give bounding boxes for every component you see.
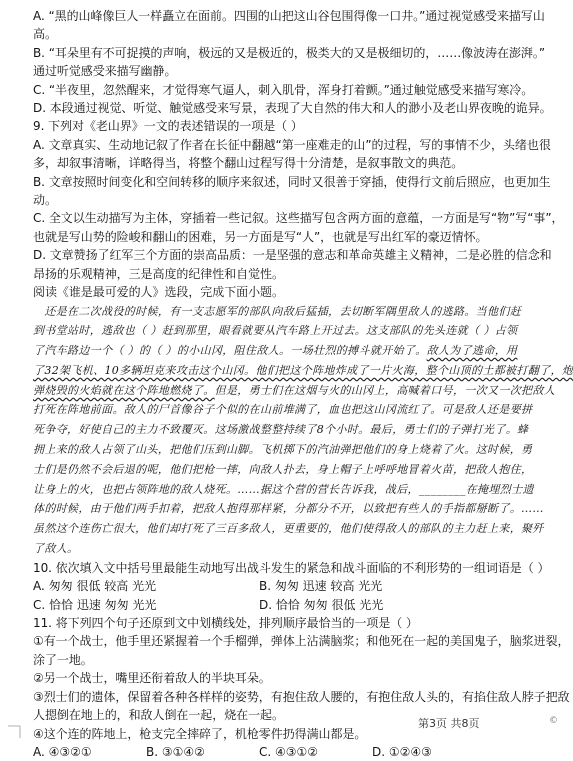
option-a[interactable]: A. ④③②①	[33, 744, 92, 759]
question-11	[33, 614, 570, 761]
wavy-underlined-text: 敌人为了逃命，用	[426, 344, 518, 358]
passage-text: 让身上的火，也把占领阵地的敌人烧死。……据这个营的营长告诉我，战后，________在掩埋烈士遗	[33, 482, 534, 496]
text-line: D. 文章赞扬了红军三个方面的崇高品质：一是坚强的意志和革命英雄主义精神，二是必胜的信念和	[33, 248, 552, 263]
passage-text: 体的时候，由于他们两手扣着，把敌人抱得那样紧，分都分不开，以致把有些人的手指都掰断了。……	[33, 502, 544, 516]
question-9	[33, 117, 564, 301]
text-line: C. “半夜里，忽然醒来，才觉得寒气逼人，刺入肌骨，浑身打着颤。”通过触觉感受来描写寒冷。	[33, 82, 534, 97]
corner-mark-bottom-left	[8, 726, 20, 738]
text-line: B. 文章按照时间变化和空间转移的顺序来叙述，同时又很善于穿插，使得行文前后照应，也更加生	[33, 174, 551, 189]
passage-line	[33, 321, 541, 341]
passage-line	[33, 381, 556, 401]
text-line: B. “耳朵里有不可捉摸的声响，极远的又是极近的，极类大的又是极细切的，……像波涛在澎湃。”	[33, 45, 545, 60]
passage-text: 拥上来的敌人占领了山头，把他们压到山脚。飞机掷下的汽油弹把他们的身上烧着了火。这时候，勇	[33, 443, 533, 457]
option-b[interactable]: B. 匆匆 迅速 较高 光光	[259, 579, 383, 594]
option-d[interactable]: D. ①②④③	[372, 744, 432, 759]
passage-line	[33, 440, 541, 460]
text-line: 也就是写山势的险峻和翻山的困难，另一方面是写“人”，也就是写出红军的豪迈情怀。	[33, 229, 488, 244]
passage-line	[33, 499, 544, 519]
reading-passage	[33, 302, 573, 559]
sentence-4: ④这个连的阵地上，枪支完全摔碎了，机枪零件扔得满山都是。	[33, 726, 367, 741]
passage-line	[33, 361, 573, 381]
text-line: A. 文章真实、生动地记叙了作者在长征中翻越“第一座难走的山”的过程，写的事情不少，头绪也很	[33, 137, 551, 152]
passage-line	[33, 420, 541, 440]
exam-page	[33, 7, 573, 761]
passage-text: 到书堂站时，逃敌也（ ）赶到那里，眼看就要从汽车路上开过去。这支部队的先头连就（ ）占领	[33, 324, 518, 338]
page-footer: 第3页 共8页	[418, 717, 480, 730]
option-c[interactable]: C. 恰恰 迅速 匆匆 光光	[33, 597, 157, 612]
question-8-options	[33, 7, 552, 117]
passage-line	[33, 460, 541, 480]
passage-line	[33, 302, 541, 322]
passage-line	[33, 341, 541, 361]
sentence-3: ③烈士们的遗体，保留着各种各样样的姿势，有抱住敌人腰的，有抱住敌人头的，有掐住敌人脖子把敌	[33, 689, 570, 704]
passage-text: 但是，勇士们在这烟与火的山冈上，高喊着口号，一次又一次把敌人	[214, 383, 556, 397]
passage-line	[33, 539, 541, 559]
question-stem: 9. 下列对《老山界》一文的表述错误的一项是（ ）	[33, 119, 303, 134]
text-line: 高。	[33, 27, 57, 42]
text-line: 涂了一地。	[33, 652, 93, 667]
options-row	[33, 596, 541, 614]
passage-text: 死争夺，好使自己的主力不致覆灭。这场激战整整持续了8个小时。最后，勇士们的子弹打光了。蜂	[33, 423, 529, 437]
question-10	[33, 559, 550, 614]
option-b[interactable]: B. ③①④②	[146, 744, 205, 759]
passage-text: 了汽车路边一个（ ）的（ ）的小山冈，阻住敌人。一场壮烈的搏斗就开始了。	[33, 344, 427, 358]
reading-intro: 阅读《谁是最可爱的人》选段，完成下面小题。	[33, 285, 284, 300]
passage-line	[33, 519, 544, 539]
passage-line	[33, 400, 541, 420]
text-line: D. 本段通过视觉、听觉、触觉感受来写景，表现了大自然的伟大和人的渺小及老山界夜晚的诡异。	[33, 101, 552, 116]
option-c[interactable]: C. ④③①②	[259, 744, 319, 759]
sentence-1: ①有一个战士，他手里还紧握着一个手榴弹，弹体上沾满脑浆；和他死在一起的美国鬼子，脑浆迸裂，	[33, 634, 570, 649]
wavy-underlined-text: 弹烧毁的火焰就在这个阵地燃烧了。	[33, 383, 215, 397]
passage-text: 还是在二次战役的时候，有一支志愿军的部队向敌后猛插，去切断军隅里敌人的逃路。当他们赶	[33, 304, 522, 318]
question-stem: 10. 依次填入文中括号里最能生动地写出战斗发生的紧急和战斗面临的不利形势的一组词语是（ ）	[33, 560, 550, 575]
text-line: C. 全文以生动描写为主体，穿插着一些记叙。这些描写包含两方面的意蕴，一方面是写“物”写“事”，	[33, 211, 564, 226]
edge-mark: ©	[549, 716, 558, 726]
passage-text: 虽然这个连伤亡很大，他们却打死了三百多敌人，更重要的，他们使得敌人的部队的主力赶上来，聚歼	[33, 522, 544, 536]
passage-text: 打死在阵地前面。敌人的尸首像谷子个似的在山前堆满了，血也把这山冈流红了。可是敌人还是要拼	[33, 403, 533, 417]
text-line: A. “黑的山峰像巨人一样矗立在面前。四围的山把这山谷包围得像一口井。”通过视觉感受来描写山	[33, 9, 545, 23]
text-line: 昂扬的乐观精神，三是高度的纪律性和自觉性。	[33, 266, 284, 281]
passage-text: 了敌人。	[33, 542, 79, 556]
options-row	[33, 743, 541, 761]
wavy-underlined-text: 了32架飞机、10多辆坦克来攻击这个山冈。他们把这个阵地炸成了一片火海，整个山顶的土都被打翻了，炮	[33, 363, 573, 377]
option-a[interactable]: A. 匆匆 很低 较高 光光	[33, 579, 157, 594]
question-stem: 11. 将下列四个句子还原到文中划横线处，排列顺序最恰当的一项是（ ）	[33, 616, 418, 631]
text-line: 多，却叙事清晰，详略得当，将整个翻山过程写得十分清楚，是叙事散文的典范。	[33, 156, 464, 171]
text-line: 人摁倒在地上的，和敌人倒在一起，烧在一起。	[33, 708, 284, 723]
option-d[interactable]: D. 恰恰 匆匆 很低 光光	[259, 597, 384, 612]
text-line: 通过听觉感受来描写幽静。	[33, 64, 177, 79]
text-line: 动。	[33, 193, 57, 208]
options-row	[33, 577, 541, 595]
passage-line	[33, 480, 541, 500]
passage-text: 士们是仍然不会后退的呢，他们把枪一摔，向敌人扑去，身上帽子上呼呼地冒着火苗，把敌人抱住，	[33, 462, 533, 476]
sentence-2: ②另一个战士，嘴里还衔着敌人的半块耳朵。	[33, 671, 271, 686]
